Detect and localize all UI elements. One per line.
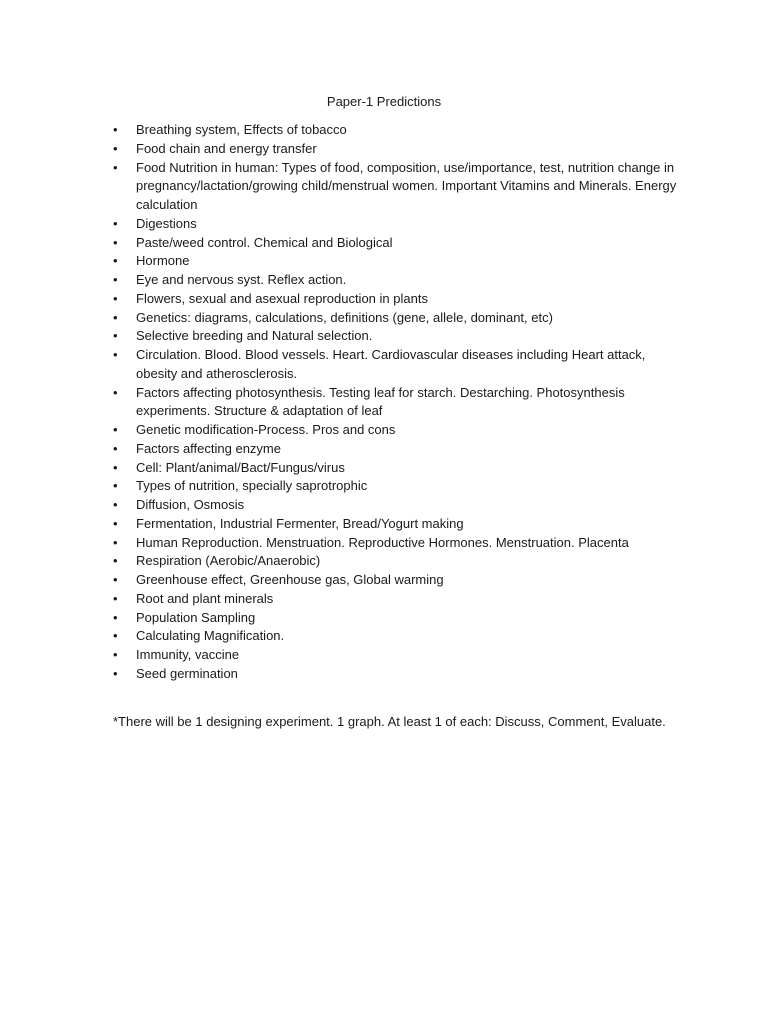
list-item-text: Root and plant minerals xyxy=(136,590,274,606)
bullet-icon: • xyxy=(113,328,118,344)
list-item xyxy=(113,627,683,646)
list-item xyxy=(113,252,683,271)
bullet-icon: • xyxy=(113,515,118,531)
list-item xyxy=(113,665,683,684)
bullet-icon: • xyxy=(113,290,118,306)
list-item xyxy=(113,515,683,534)
list-item-text: Cell: Plant/animal/Bact/Fungus/virus xyxy=(136,459,345,475)
footnote: *There will be 1 designing experiment. 1 graph. At least 1 of each: Discuss, Comment, Evaluate. xyxy=(113,714,666,729)
list-item-text: Circulation. Blood. Blood vessels. Heart. Cardiovascular diseases including Heart attack, obesity and atherosclerosis. xyxy=(136,347,646,381)
bullet-icon: • xyxy=(113,647,118,662)
list-item xyxy=(113,552,683,571)
list-item xyxy=(113,590,683,609)
bullet-icon: • xyxy=(113,572,118,587)
list-item-text: Respiration (Aerobic/Anaerobic) xyxy=(136,553,321,569)
bullet-icon: • xyxy=(113,534,118,550)
list-item-text: Hormone xyxy=(136,253,190,269)
list-item-text: Selective breeding and Natural selection. xyxy=(136,328,373,344)
list-item xyxy=(113,477,683,496)
page-title: Paper-1 Predictions xyxy=(326,94,442,109)
list-item-text: Genetic modification-Process. Pros and cons xyxy=(136,422,396,437)
bullet-icon: • xyxy=(113,309,118,325)
bullet-icon: • xyxy=(113,497,118,512)
list-item xyxy=(113,327,683,346)
bullet-icon: • xyxy=(113,459,118,475)
list-item-text: Seed germination xyxy=(136,665,238,681)
bullet-icon: • xyxy=(113,272,118,287)
list-item xyxy=(113,646,683,665)
list-item-text: Factors affecting enzyme xyxy=(136,440,281,456)
bullet-icon: • xyxy=(113,140,118,156)
topic-list xyxy=(113,121,683,684)
bullet-icon: • xyxy=(113,590,118,606)
list-item-text: Human Reproduction. Menstruation. Reproductive Hormones. Menstruation. Placenta xyxy=(136,534,629,550)
bullet-icon: • xyxy=(113,628,118,644)
list-item xyxy=(113,159,683,215)
list-item-text: Fermentation, Industrial Fermenter, Bread/Yogurt making xyxy=(136,515,464,531)
list-item-text: Diffusion, Osmosis xyxy=(136,497,245,512)
list-item-text: Population Sampling xyxy=(136,609,256,625)
list-item xyxy=(113,140,683,159)
list-item-text: Flowers, sexual and asexual reproduction in plants xyxy=(136,290,428,306)
bullet-icon: • xyxy=(113,440,118,456)
list-item xyxy=(113,271,683,290)
list-item-text: Greenhouse effect, Greenhouse gas, Global warming xyxy=(136,572,444,587)
list-item-text: Immunity, vaccine xyxy=(136,647,240,662)
bullet-icon: • xyxy=(113,665,118,681)
bullet-icon: • xyxy=(113,553,118,569)
list-item xyxy=(113,215,683,234)
list-item xyxy=(113,571,683,590)
list-item-text: Genetics: diagrams, calculations, definitions (gene, allele, dominant, etc) xyxy=(136,309,553,325)
bullet-icon: • xyxy=(113,422,118,437)
bullet-icon: • xyxy=(113,347,118,362)
list-item-text: Eye and nervous syst. Reflex action. xyxy=(136,272,347,287)
list-item xyxy=(113,309,683,328)
list-item-text: Food Nutrition in human: Types of food, composition, use/importance, test, nutrition change in pregnancy/lactation/growing child/menstrual women. Important Vitamins and Minerals. Energy calculation xyxy=(136,159,677,212)
list-item xyxy=(113,234,683,253)
list-item xyxy=(113,121,683,140)
list-item-text: Calculating Magnification. xyxy=(136,628,285,644)
bullet-icon: • xyxy=(113,159,118,175)
list-item-text: Factors affecting photosynthesis. Testing leaf for starch. Destarching. Photosynthesis experiments. Structure & adaptation of leaf xyxy=(136,384,625,419)
list-item xyxy=(113,290,683,309)
list-item xyxy=(113,496,683,515)
list-item-text: Paste/weed control. Chemical and Biological xyxy=(136,234,393,250)
bullet-icon: • xyxy=(113,215,118,231)
list-item xyxy=(113,440,683,459)
list-item xyxy=(113,609,683,628)
bullet-icon: • xyxy=(113,384,118,400)
bullet-icon: • xyxy=(113,478,118,494)
list-item-text: Types of nutrition, specially saprotrophic xyxy=(136,478,368,494)
bullet-icon: • xyxy=(113,253,118,269)
bullet-icon: • xyxy=(113,234,118,250)
list-item xyxy=(113,384,683,422)
list-item xyxy=(113,421,683,440)
list-item-text: Digestions xyxy=(136,215,197,231)
bullet-icon: • xyxy=(113,122,118,137)
bullet-icon: • xyxy=(113,609,118,625)
list-item xyxy=(113,459,683,478)
list-item xyxy=(113,534,683,553)
list-item xyxy=(113,346,683,384)
list-item-text: Food chain and energy transfer xyxy=(136,140,317,156)
list-item-text: Breathing system, Effects of tobacco xyxy=(136,122,347,137)
